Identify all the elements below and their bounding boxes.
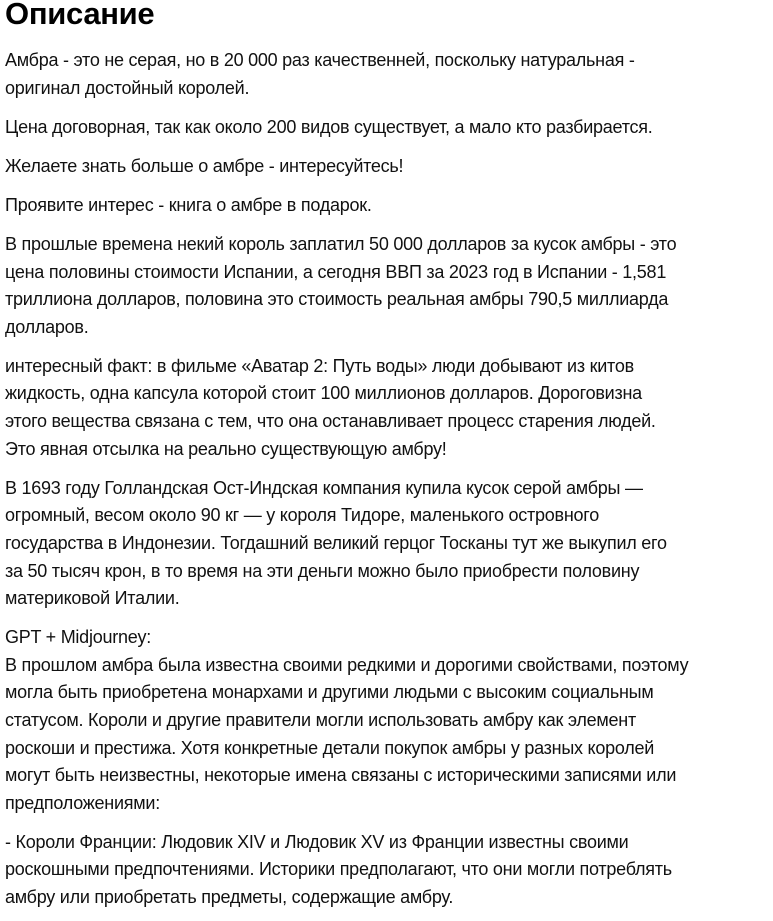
description-body: [5, 47, 773, 912]
text-line: предположениями:: [5, 792, 160, 813]
text-line: огромный, весом около 90 кг — у короля Тидоре, маленького островного: [5, 505, 599, 526]
text-line: Это явная отсылка на реально существующую амбру!: [5, 438, 447, 459]
paragraph: [5, 624, 773, 817]
text-line: амбру или приобретать предметы, содержащие амбру.: [5, 887, 454, 908]
text-line: могла быть приобретена монархами и другими людьми с высоким социальным: [5, 682, 654, 703]
text-line: Амбра - это не серая, но в 20 000 раз качественней, поскольку натуральная -: [5, 50, 635, 70]
text-line: статусом. Короли и другие правители могли использовать амбру как элемент: [5, 709, 636, 730]
paragraph: [5, 192, 773, 220]
paragraph: [5, 114, 773, 142]
text-line: В 1693 году Голландская Ост-Индская компания купила кусок серой амбры —: [5, 477, 643, 498]
text-line: цена половины стоимости Испании, а сегодня ВВП за 2023 год в Испании - 1,581: [5, 261, 667, 282]
text-line: долларов.: [5, 316, 89, 337]
text-line: В прошлые времена некий король заплатил 50 000 долларов за кусок амбры - это: [5, 233, 677, 254]
text-line: Желаете знать больше о амбре - интересуйтесь!: [5, 155, 404, 176]
text-line: Цена договорная, так как около 200 видов существует, а мало кто разбирается.: [5, 116, 653, 137]
text-line: этого вещества связана с тем, что она останавливает процесс старения людей.: [5, 411, 656, 432]
text-line: роскошными предпочтениями. Историки предполагают, что они могли потреблять: [5, 859, 672, 880]
text-line: государства в Индонезии. Тогдашний великий герцог Тосканы тут же выкупил его: [5, 532, 667, 553]
text-line: оригинал достойный королей.: [5, 77, 250, 98]
paragraph: [5, 829, 773, 912]
text-line: GPT + Midjourney:: [5, 627, 151, 648]
text-line: за 50 тысяч крон, в то время на эти деньги можно было приобрести половину: [5, 560, 640, 581]
paragraph: [5, 47, 773, 102]
text-line: триллиона долларов, половина это стоимость реальная амбры 790,5 миллиарда: [5, 289, 669, 310]
text-line: В прошлом амбра была известна своими редкими и дорогими свойствами, поэтому: [5, 654, 689, 675]
text-line: роскоши и престижа. Хотя конкретные детали покупок амбры у разных королей: [5, 737, 655, 758]
text-line: жидкость, одна капсула которой стоит 100 миллионов долларов. Дороговизна: [5, 383, 642, 404]
text-line: - Короли Франции: Людовик XIV и Людовик XV из Франции известны своими: [5, 831, 629, 852]
paragraph: [5, 231, 773, 341]
text-line: Проявите интерес - книга о амбре в подарок.: [5, 194, 372, 215]
paragraph: [5, 153, 773, 181]
text-line: интересный факт: в фильме «Аватар 2: Путь воды» люди добывают из китов: [5, 355, 634, 376]
page-title: Описание: [5, 0, 155, 31]
paragraph: [5, 475, 773, 613]
paragraph: [5, 353, 773, 463]
text-line: материковой Италии.: [5, 588, 180, 609]
text-line: могут быть неизвестны, некоторые имена связаны с историческими записями или: [5, 765, 677, 786]
